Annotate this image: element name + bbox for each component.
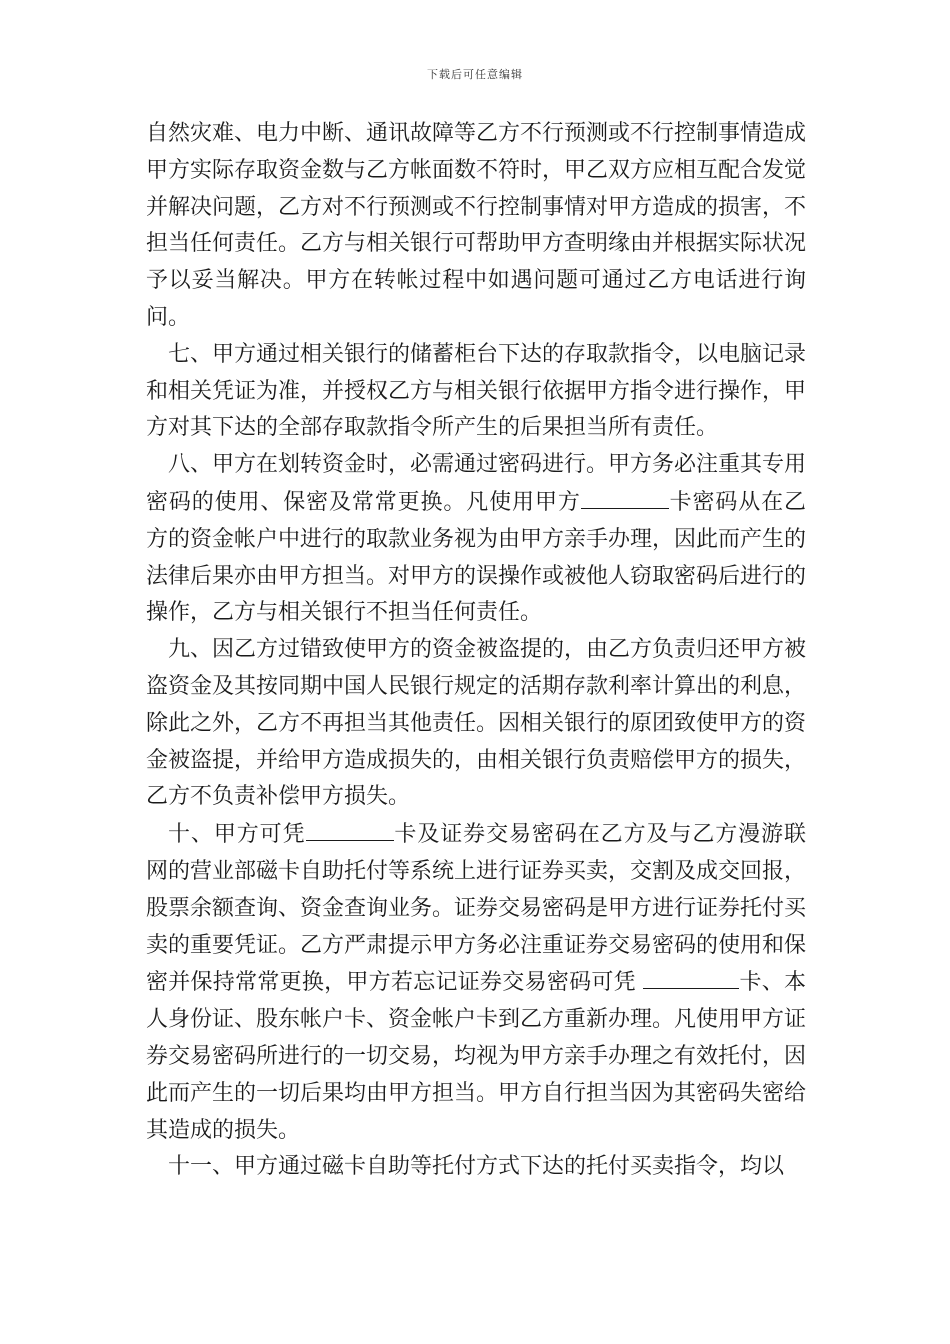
paragraph-text: 十、甲方可凭 [168,822,306,848]
fill-in-blank [306,816,394,841]
paragraph-text: 八、甲方在划转资金时，必需通过密码进行。甲方务必注重其专用密码的使用、保密及常常更换。凡使用甲方 [146,452,807,515]
paragraph-continued [146,116,806,337]
paragraph-text: 九、因乙方过错致使甲方的资金被盗提的，由乙方负责归还甲方被盗资金及其按同期中国人民银行规定的活期存款利率计算出的利息，除此之外，乙方不再担当其他责任。因相关银行的原团致使甲方的资金被盗提，并给甲方造成损失的，由相关银行负责赔偿甲方的损失，乙方不负责补偿甲方损失。 [146,637,807,810]
header-note: 下载后可任意编辑 [427,68,523,81]
fill-in-blank [581,484,669,509]
paragraph-seven [146,337,806,447]
paragraph-text: 卡密码从在乙方的资金帐户中进行的取款业务视为由甲方亲手办理，因此而产生的法律后果亦由甲方担当。对甲方的误操作或被他人窃取密码后进行的操作，乙方与相关银行不担当任何责任。 [146,489,807,626]
paragraph-text: 十一、甲方通过磁卡自助等托付方式下达的托付买卖指令，均以 [168,1154,785,1180]
fill-in-blank [643,964,739,989]
paragraph-eleven [146,1149,806,1186]
paragraph-text: 自然灾难、电力中断、通讯故障等乙方不行预测或不行控制事情造成甲方实际存取资金数与乙方帐面数不符时，甲乙双方应相互配合发觉并解决问题，乙方对不行预测或不行控制事情对甲方造成的损害，不担当任何责任。乙方与相关银行可帮助甲方查明缘由并根据实际状况予以妥当解决。甲方在转帐过程中如遇问题可通过乙方电话进行询问。 [146,121,807,330]
paragraph-text: 卡、本人身份证、股东帐户卡、资金帐户卡到乙方重新办理。凡使用甲方证券交易密码所进行的一切交易，均视为甲方亲手办理之有效托付，因此而产生的一切后果均由甲方担当。甲方自行担当因为其密码失密给其造成的损失。 [146,970,807,1143]
paragraph-text: 卡及证券交易密码在乙方及与乙方漫游联网的营业部磁卡自助托付等系统上进行证券买卖，交割及成交回报，股票余额查询、资金查询业务。证券交易密码是甲方进行证券托付买卖的重要凭证。乙方严肃提示甲方务必注重证券交易密码的使用和保密并保持常常更换，甲方若忘记证券交易密码可凭 [146,822,807,996]
paragraph-ten [146,816,806,1149]
document-body [146,116,806,1186]
paragraph-eight [146,447,806,632]
paragraph-text: 七、甲方通过相关银行的储蓄柜台下达的存取款指令，以电脑记录和相关凭证为准，并授权乙方与相关银行依据甲方指令进行操作，甲方对其下达的全部存取款指令所产生的后果担当所有责任。 [146,341,807,441]
paragraph-nine [146,632,806,816]
